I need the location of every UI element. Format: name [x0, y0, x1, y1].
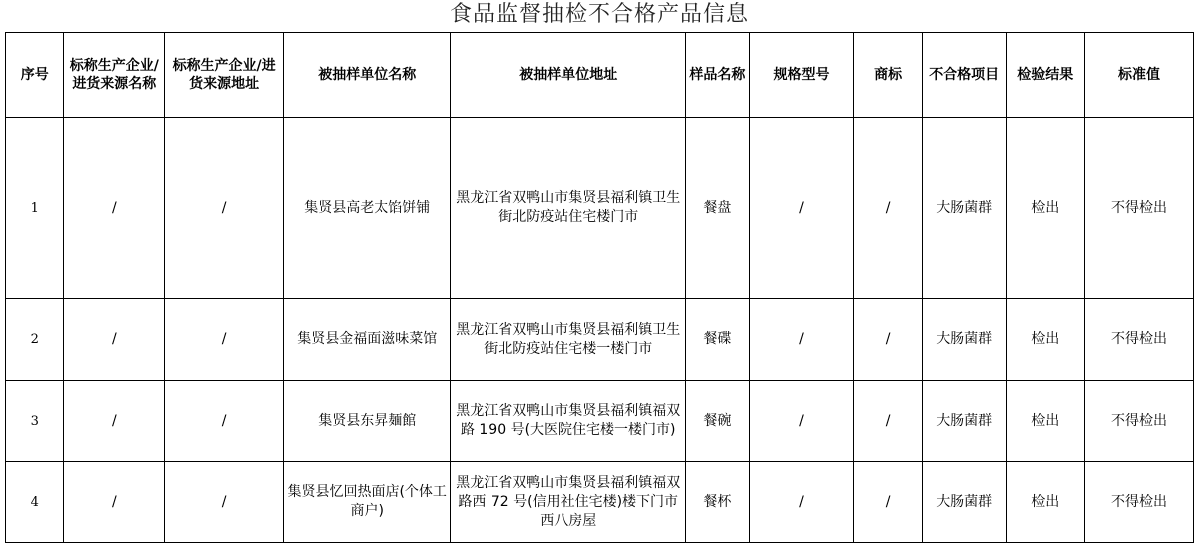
cell-spec-model: /	[749, 462, 854, 543]
cell-producer-address: /	[165, 118, 284, 299]
header-sampled-unit-address: 被抽样单位地址	[451, 33, 686, 118]
cell-producer-name: /	[64, 462, 165, 543]
cell-trademark: /	[854, 299, 923, 381]
cell-spec-model: /	[749, 118, 854, 299]
table-row	[6, 381, 1194, 462]
cell-failed-item: 大肠菌群	[922, 299, 1006, 381]
header-trademark: 商标	[854, 33, 923, 118]
table-row	[6, 299, 1194, 381]
cell-producer-name: /	[64, 381, 165, 462]
cell-test-result: 检出	[1006, 299, 1085, 381]
cell-spec-model: /	[749, 299, 854, 381]
cell-spec-model: /	[749, 381, 854, 462]
cell-index: 2	[6, 299, 64, 381]
cell-standard-value: 不得检出	[1085, 381, 1194, 462]
cell-failed-item: 大肠菌群	[922, 462, 1006, 543]
table-row	[6, 118, 1194, 299]
cell-sample-name: 餐杯	[686, 462, 749, 543]
cell-sampled-unit-name: 集贤县忆回热面店(个体工商户)	[284, 462, 451, 543]
cell-sampled-unit-address: 黑龙江省双鸭山市集贤县福利镇福双路 190 号(大医院住宅楼一楼门市)	[451, 381, 686, 462]
cell-failed-item: 大肠菌群	[922, 381, 1006, 462]
cell-trademark: /	[854, 381, 923, 462]
cell-index: 1	[6, 118, 64, 299]
header-sample-name: 样品名称	[686, 33, 749, 118]
cell-producer-name: /	[64, 118, 165, 299]
header-standard-value: 标准值	[1085, 33, 1194, 118]
cell-sample-name: 餐碗	[686, 381, 749, 462]
cell-sampled-unit-name: 集贤县高老太馅饼铺	[284, 118, 451, 299]
cell-sampled-unit-name: 集贤县金福面滋味菜馆	[284, 299, 451, 381]
cell-trademark: /	[854, 462, 923, 543]
cell-sampled-unit-address: 黑龙江省双鸭山市集贤县福利镇卫生街北防疫站住宅楼门市	[451, 118, 686, 299]
unqualified-products-table	[5, 32, 1194, 543]
header-producer-address: 标称生产企业/进货来源地址	[165, 33, 284, 118]
cell-test-result: 检出	[1006, 381, 1085, 462]
cell-standard-value: 不得检出	[1085, 462, 1194, 543]
cell-standard-value: 不得检出	[1085, 118, 1194, 299]
header-sampled-unit-name: 被抽样单位名称	[284, 33, 451, 118]
header-failed-item: 不合格项目	[922, 33, 1006, 118]
header-test-result: 检验结果	[1006, 33, 1085, 118]
cell-sample-name: 餐盘	[686, 118, 749, 299]
cell-standard-value: 不得检出	[1085, 299, 1194, 381]
header-spec-model: 规格型号	[749, 33, 854, 118]
table-row	[6, 462, 1194, 543]
header-row	[6, 33, 1194, 118]
cell-producer-address: /	[165, 299, 284, 381]
header-index: 序号	[6, 33, 64, 118]
cell-test-result: 检出	[1006, 462, 1085, 543]
cell-failed-item: 大肠菌群	[922, 118, 1006, 299]
cell-test-result: 检出	[1006, 118, 1085, 299]
cell-producer-name: /	[64, 299, 165, 381]
header-producer-name: 标称生产企业/进货来源名称	[64, 33, 165, 118]
cell-sampled-unit-address: 黑龙江省双鸭山市集贤县福利镇卫生街北防疫站住宅楼一楼门市	[451, 299, 686, 381]
cell-producer-address: /	[165, 462, 284, 543]
cell-trademark: /	[854, 118, 923, 299]
page-title: 食品监督抽检不合格产品信息	[449, 2, 749, 27]
cell-sampled-unit-name: 集贤县东昇麺館	[284, 381, 451, 462]
cell-index: 3	[6, 381, 64, 462]
cell-sampled-unit-address: 黑龙江省双鸭山市集贤县福利镇福双路西 72 号(信用社住宅楼)楼下门市西八房屋	[451, 462, 686, 543]
cell-producer-address: /	[165, 381, 284, 462]
cell-sample-name: 餐碟	[686, 299, 749, 381]
cell-index: 4	[6, 462, 64, 543]
